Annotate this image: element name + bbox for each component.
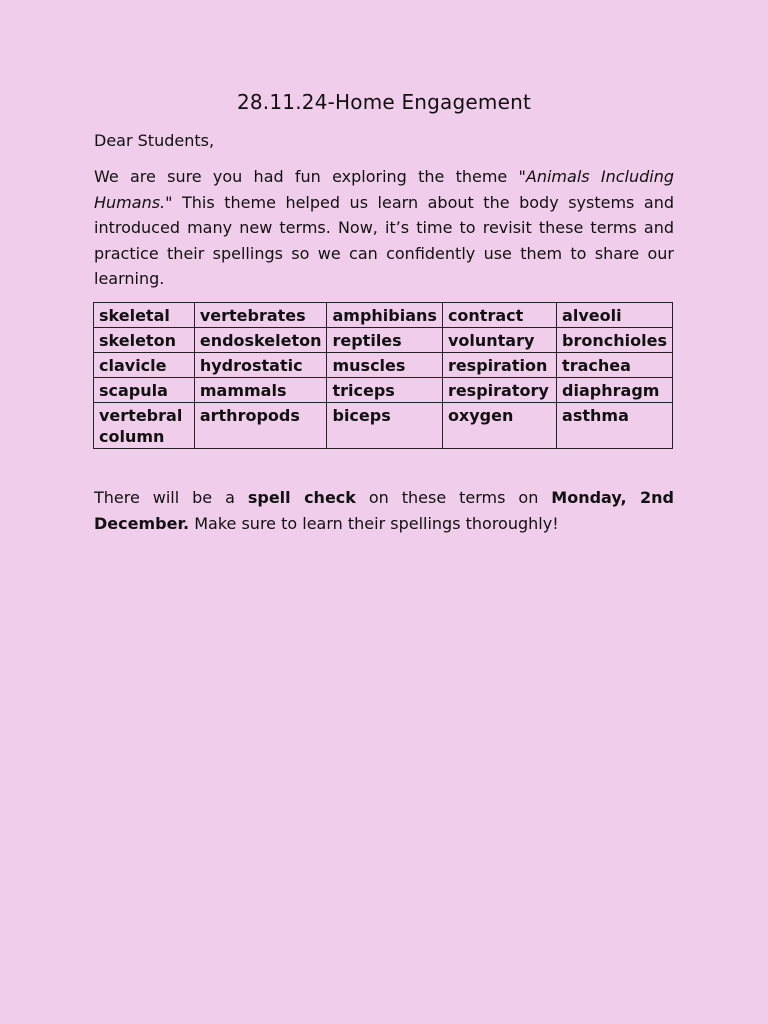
table-cell: endoskeleton <box>194 327 327 352</box>
page-title: 28.11.24-Home Engagement <box>236 90 532 114</box>
table-row <box>94 352 673 377</box>
table-cell: respiratory <box>442 377 556 402</box>
notice-text-2: on these terms on <box>355 487 552 507</box>
theme-name: "Animals Including Humans." <box>94 167 674 212</box>
table-cell: vertebral column <box>94 402 195 448</box>
table-cell: triceps <box>327 377 442 402</box>
intro-text-2: This theme helped us learn about the body systems and introduced many new terms. Now, it’s time to revisit these terms and practice their spellings so we can confidently use them to share our learning. <box>94 192 674 288</box>
table-cell: reptiles <box>327 327 442 352</box>
greeting: Dear Students, <box>94 131 215 150</box>
notice-text-1: There will be a <box>94 487 248 507</box>
table-cell: mammals <box>194 377 327 402</box>
table-cell: amphibians <box>327 302 442 327</box>
table-cell: alveoli <box>557 302 673 327</box>
table-cell: skeletal <box>94 302 195 327</box>
table-cell: clavicle <box>94 352 195 377</box>
table-cell: vertebrates <box>194 302 327 327</box>
table-row <box>94 302 673 327</box>
spell-check-date: Monday, 2nd December. <box>94 487 675 533</box>
terms-table <box>93 302 673 449</box>
table-cell: contract <box>442 302 556 327</box>
table-cell: respiration <box>442 352 556 377</box>
intro-text-1: We are sure you had fun exploring the theme <box>94 167 519 186</box>
spell-check-label: spell check <box>247 487 356 507</box>
table-cell: diaphragm <box>557 377 673 402</box>
table-cell: scapula <box>94 377 195 402</box>
table-row <box>94 402 673 448</box>
table-cell: trachea <box>557 352 673 377</box>
notice-text-3: Make sure to learn their spellings thoroughly! <box>189 513 559 533</box>
table-cell: bronchioles <box>557 327 673 352</box>
table-cell: hydrostatic <box>194 352 327 377</box>
table-cell: arthropods <box>194 402 327 448</box>
intro-paragraph <box>94 164 674 292</box>
table-cell: asthma <box>557 402 673 448</box>
table-row <box>94 327 673 352</box>
spell-check-notice <box>94 485 674 537</box>
table-cell: muscles <box>327 352 442 377</box>
table-cell: oxygen <box>442 402 556 448</box>
table-cell: skeleton <box>94 327 195 352</box>
table-cell: biceps <box>327 402 442 448</box>
table-row <box>94 377 673 402</box>
table-cell: voluntary <box>442 327 556 352</box>
